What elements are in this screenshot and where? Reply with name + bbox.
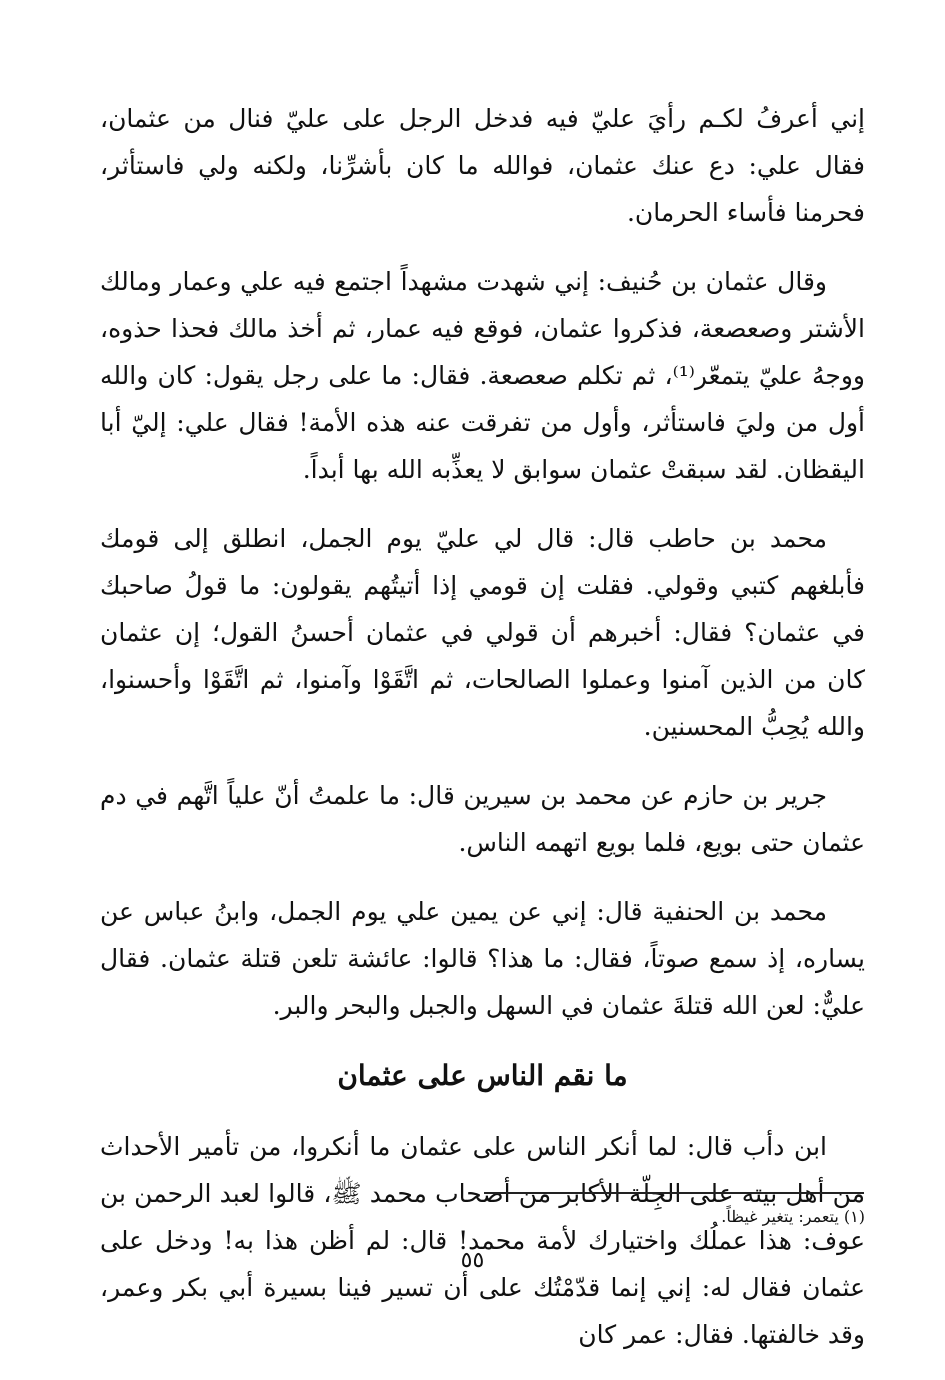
paragraph-1: إني أعرفُ لكـم رأيَ عليّ فيه فدخل الرجل على عليّ فنال من عثمان، فقال علي: دع عنك عثمان، فوالله ما كان بأشرِّنا، ولكنه ولي فاستأثر، فحرمنا فأساء الحرمان.: [100, 104, 865, 227]
section-heading: ما نقم الناس على عثمان: [337, 1059, 628, 1092]
paragraph-4: جرير بن حازم عن محمد بن سيرين قال: ما علمتُ أنّ علياً اتَّهم في دم عثمان حتى بويع، فلما بويع اتهمه الناس.: [100, 781, 865, 857]
paragraph-3: محمد بن حاطب قال: قال لي عليّ يوم الجمل، انطلق إلى قومك فأبلغهم كتبي وقولي. فقلت إن قومي إذا أتيتُهم يقولون: ما قولُ صاحبك في عثمان؟ فقال: أخبرهم أن قولي في عثمان أحسنُ القول؛ إن عثمان كان من الذين آمنوا وعملوا الصالحات، ثم اتَّقَوْا وآمنوا، ثم اتَّقَوْا وأحسنوا، والله يُحِبُّ المحسنين.: [100, 524, 865, 741]
paragraph-5: محمد بن الحنفية قال: إني عن يمين علي يوم الجمل، وابنُ عباس عن يساره، إذ سمع صوتاً، فقال: ما هذا؟ قالوا: عائشة تلعن قتلة عثمان. فقال عليٌّ: لعن الله قتلةَ عثمان في السهل والجبل والبحر والبر.: [100, 897, 865, 1020]
paragraph-2: وقال عثمان بن حُنيف: إني شهدت مشهداً اجتمع فيه علي وعمار ومالك الأشتر وصعصعة، فذكروا عثمان، فوقع فيه عمار، ثم أخذ مالك فحذا حذوه، ووجهُ عليّ يتمعّر⁽¹⁾، ثم تكلم صعصعة. فقال: ما على رجل يقول: كان والله أول من وليَ فاستأثر، وأول من تفرقت عنه هذه الأمة! فقال علي: إليّ أبا اليقظان. لقد سبقتْ عثمان سوابق لا يعذِّبه الله بها أبداً.: [100, 267, 865, 484]
page-body: [100, 95, 865, 1380]
paragraph-6: ابن دأب قال: لما أنكر الناس على عثمان ما أنكروا، من تأمير الأحداث من أهل بيته على الجِلّة الأكابر من أصحاب محمد ﷺ، قالوا لعبد الرحمن بن عوف: هذا عملُك واختيارك لأمة محمد! قال: لم أظن هذا به! ودخل على عثمان فقال له: إني إنما قدّمْتُك على أن تسير فينا بسيرة أبي بكر وعمر، وقد خالفتها. فقال: عمر كان: [100, 1132, 865, 1349]
page-number: ٥٥: [460, 1248, 485, 1273]
footnote: (١) يتعمر: يتغير غيظاً.: [721, 1207, 865, 1226]
footnote-divider: [484, 1192, 864, 1194]
